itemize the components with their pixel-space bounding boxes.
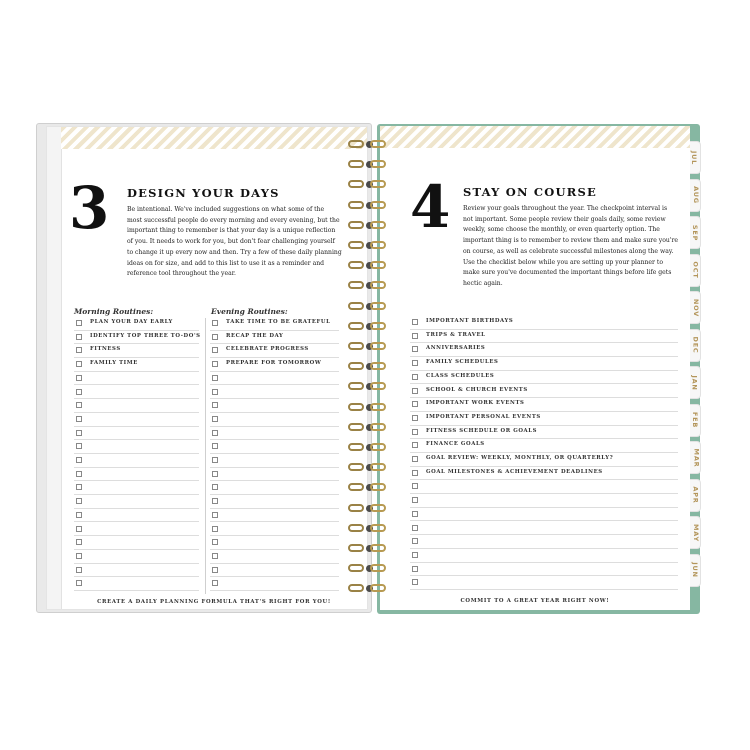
checkbox[interactable] [76,580,82,586]
checklist-row [410,453,678,467]
spiral-coil [346,463,390,472]
intro-paragraph: Be intentional. We've included suggestions on what some of the most successful people do every morning and every evening, but the important thing to remember is that your day is a unique reflection of you. It needs to work for you, but don't fear challenging yourself to change it up every now and then. Try a few of these daily planning ideas on for size, and add to this list to use it as a reminder and reference tool throughout the year. [127,206,342,278]
section-number: 4 [410,173,451,241]
checkbox[interactable] [76,389,82,395]
spiral-coil [346,261,390,270]
morning-routine-row [74,317,199,331]
checkbox[interactable] [412,552,418,558]
month-tab-label: JUL [690,150,699,165]
spiral-coil [346,302,390,311]
checklist-row-label: FAMILY SCHEDULES [426,359,499,366]
checkbox[interactable] [412,579,418,585]
morning-routine-row [74,495,199,509]
checkbox[interactable] [412,319,418,325]
checkbox[interactable] [212,484,218,490]
morning-routine-row [74,550,199,564]
checklist-row-label: CLASS SCHEDULES [426,372,495,379]
month-tab-label: AUG [691,186,700,204]
checklist-row-label: IMPORTANT BIRTHDAYS [426,318,514,324]
checklist-row [410,398,678,412]
month-tab-label: MAR [692,448,701,467]
evening-routine-row [210,481,339,495]
checkbox[interactable] [212,580,218,586]
column-divider [205,318,206,594]
month-tab-label: OCT [691,261,700,279]
morning-routine-row [74,413,199,427]
spiral-coil [346,403,390,412]
checkbox[interactable] [76,402,82,408]
checklist-row [410,316,678,330]
checkbox[interactable] [412,566,418,572]
evening-routine-row [210,372,339,386]
left-page [46,126,368,610]
checkbox[interactable] [212,361,218,367]
spiral-coil [346,322,390,331]
checkbox[interactable] [412,497,418,503]
checkbox[interactable] [76,416,82,422]
evening-routine-row [210,468,339,482]
checkbox[interactable] [212,347,218,353]
checkbox[interactable] [76,512,82,518]
morning-routine-row [74,427,199,441]
checkbox[interactable] [76,457,82,463]
checkbox[interactable] [76,347,82,353]
checklist-row [410,330,678,344]
spiral-coil [346,504,390,513]
evening-routine-row [210,454,339,468]
spiral-coil [346,160,390,169]
evening-routine-row [210,564,339,578]
checkbox[interactable] [212,375,218,381]
spiral-coil [346,524,390,533]
checklist-row-label: GOAL REVIEW: WEEKLY, MONTHLY, OR QUARTERLY? [426,455,614,461]
checkbox[interactable] [412,429,418,435]
spiral-coil [346,584,390,593]
evening-routine-row [210,440,339,454]
morning-routine-row [74,509,199,523]
checkbox[interactable] [76,320,82,326]
checkbox[interactable] [212,512,218,518]
checkbox[interactable] [412,483,418,489]
month-tab-label: SEP [691,224,700,241]
checkbox[interactable] [212,443,218,449]
evening-routine-row-label: RECAP THE DAY [226,332,284,339]
checkbox[interactable] [412,525,418,531]
section-heading: DESIGN YOUR DAYS [127,186,280,200]
month-tab-label: MAY [691,523,700,542]
checkbox[interactable] [412,456,418,462]
morning-routine-row [74,577,199,591]
spiral-coil [346,201,390,210]
checklist-row [410,480,678,494]
checklist-row [410,535,678,549]
checklist-row [410,426,678,440]
evening-routine-row [210,509,339,523]
evening-routine-row [210,331,339,345]
checklist-row-label: TRIPS & TRAVEL [426,331,486,338]
checklist-row [410,357,678,371]
checklist-row [410,467,678,481]
morning-routine-row-label: PLAN YOUR DAY EARLY [90,319,173,325]
checkbox[interactable] [212,567,218,573]
checklist-row [410,371,678,385]
spiral-coil [346,140,390,149]
checklist-row-label: SCHOOL & CHURCH EVENTS [426,386,528,393]
morning-routine-row [74,331,199,345]
checkbox[interactable] [76,443,82,449]
evening-routine-row [210,358,339,372]
checkbox[interactable] [412,333,418,339]
spiral-coil [346,443,390,452]
spiral-coil [346,564,390,573]
checkbox[interactable] [76,484,82,490]
evening-routine-row [210,495,339,509]
checkbox[interactable] [412,346,418,352]
checklist-row [410,439,678,453]
checklist-row-label: FITNESS SCHEDULE OR GOALS [426,427,537,434]
evening-routine-row [210,550,339,564]
checkbox[interactable] [212,389,218,395]
checkbox[interactable] [76,334,82,340]
checkbox[interactable] [76,375,82,381]
evening-routine-row-label: CELEBRATE PROGRESS [226,346,309,353]
section-number: 3 [69,174,110,242]
intro-paragraph: Review your goals throughout the year. The checkpoint interval is not important. Some people review their goals daily, some review weekly, some choose the monthly, or even quarterly option. The important thing is to remember to review them and make sure you're on course, as well as celebrate successful milestones along the way. Use the checklist below while you are setting up your planner to make sure you've documented the important things before life gets hectic again. [463,205,678,287]
checkbox[interactable] [212,539,218,545]
morning-routines-heading: Morning Routines: [74,307,154,316]
checkbox[interactable] [212,498,218,504]
spiral-binding [346,130,394,600]
header-stripe [61,127,367,149]
checklist-row-label: ANNIVERSARIES [426,345,486,352]
month-tab-label: FEB [691,411,700,429]
evening-routine-row-label: TAKE TIME TO BE GRATEFUL [226,319,331,325]
spiral-coil [346,241,390,250]
checkbox[interactable] [212,320,218,326]
spiral-coil [346,544,390,553]
checkbox[interactable] [212,457,218,463]
checkbox[interactable] [412,388,418,394]
month-tab-label: APR [691,486,700,504]
checklist-row [410,563,678,577]
evening-routine-row [210,427,339,441]
checklist-row-label: FINANCE GOALS [426,441,485,448]
checklist-row [410,576,678,590]
morning-routine-row-label: FAMILY TIME [90,360,138,367]
checkbox[interactable] [76,553,82,559]
checkbox[interactable] [76,471,82,477]
checklist-row-label: GOAL MILESTONES & ACHIEVEMENT DEADLINES [426,468,603,475]
morning-routine-row [74,399,199,413]
morning-routine-row [74,372,199,386]
checklist-row [410,343,678,357]
checklist-row-label: IMPORTANT PERSONAL EVENTS [426,413,541,420]
spiral-coil [346,221,390,230]
checkbox[interactable] [76,567,82,573]
checklist-row [410,412,678,426]
checkbox[interactable] [412,442,418,448]
page-footer: CREATE A DAILY PLANNING FORMULA THAT'S RIGHT FOR YOU! [97,599,331,605]
morning-routine-row-label: FITNESS [90,346,121,353]
month-tab-label: NOV [692,298,701,317]
page-edge [47,127,62,609]
morning-routine-row [74,536,199,550]
checkbox[interactable] [412,374,418,380]
spiral-coil [346,362,390,371]
checkbox[interactable] [212,471,218,477]
checkbox[interactable] [412,538,418,544]
spiral-coil [346,423,390,432]
checkbox[interactable] [212,402,218,408]
morning-routine-row [74,454,199,468]
page-footer: COMMIT TO A GREAT YEAR RIGHT NOW! [460,598,610,604]
evening-routine-row [210,386,339,400]
checklist-row [410,522,678,536]
month-tab-label: JUN [690,562,699,578]
right-page [380,126,690,610]
morning-routine-row [74,344,199,358]
checkbox[interactable] [412,415,418,421]
checkbox[interactable] [212,430,218,436]
checklist-row [410,385,678,399]
section-heading: STAY ON COURSE [463,185,597,199]
evening-routine-row [210,344,339,358]
header-stripe [380,126,690,148]
evening-routine-row-label: PREPARE FOR TOMORROW [226,360,322,367]
checkbox[interactable] [76,361,82,367]
spiral-coil [346,342,390,351]
checklist-row [410,549,678,563]
evening-routine-row [210,413,339,427]
morning-routine-row [74,386,199,400]
morning-routine-row [74,564,199,578]
checkbox[interactable] [212,334,218,340]
month-tab-label: DEC [691,336,700,354]
checkbox[interactable] [212,553,218,559]
checkbox[interactable] [412,470,418,476]
checkbox[interactable] [412,511,418,517]
checkbox[interactable] [212,526,218,532]
spiral-coil [346,281,390,290]
morning-routine-row [74,440,199,454]
evening-routine-row [210,317,339,331]
checkbox[interactable] [412,360,418,366]
checkbox[interactable] [412,401,418,407]
morning-routine-row-label: IDENTIFY TOP THREE TO-DO'S [90,332,201,339]
checkbox[interactable] [76,430,82,436]
morning-routine-row [74,468,199,482]
spiral-coil [346,180,390,189]
morning-routine-row [74,523,199,537]
checkbox[interactable] [76,539,82,545]
checklist-row-label: IMPORTANT WORK EVENTS [426,400,525,407]
evening-routine-row [210,577,339,591]
spiral-coil [346,382,390,391]
evening-routine-row [210,399,339,413]
checkbox[interactable] [212,416,218,422]
evening-routines-heading: Evening Routines: [211,307,288,316]
checklist-row [410,508,678,522]
morning-routine-row [74,481,199,495]
evening-routine-row [210,523,339,537]
month-tab-label: JAN [690,374,699,391]
evening-routine-row [210,536,339,550]
spiral-coil [346,483,390,492]
checklist-row [410,494,678,508]
morning-routine-row [74,358,199,372]
checkbox[interactable] [76,526,82,532]
checkbox[interactable] [76,498,82,504]
